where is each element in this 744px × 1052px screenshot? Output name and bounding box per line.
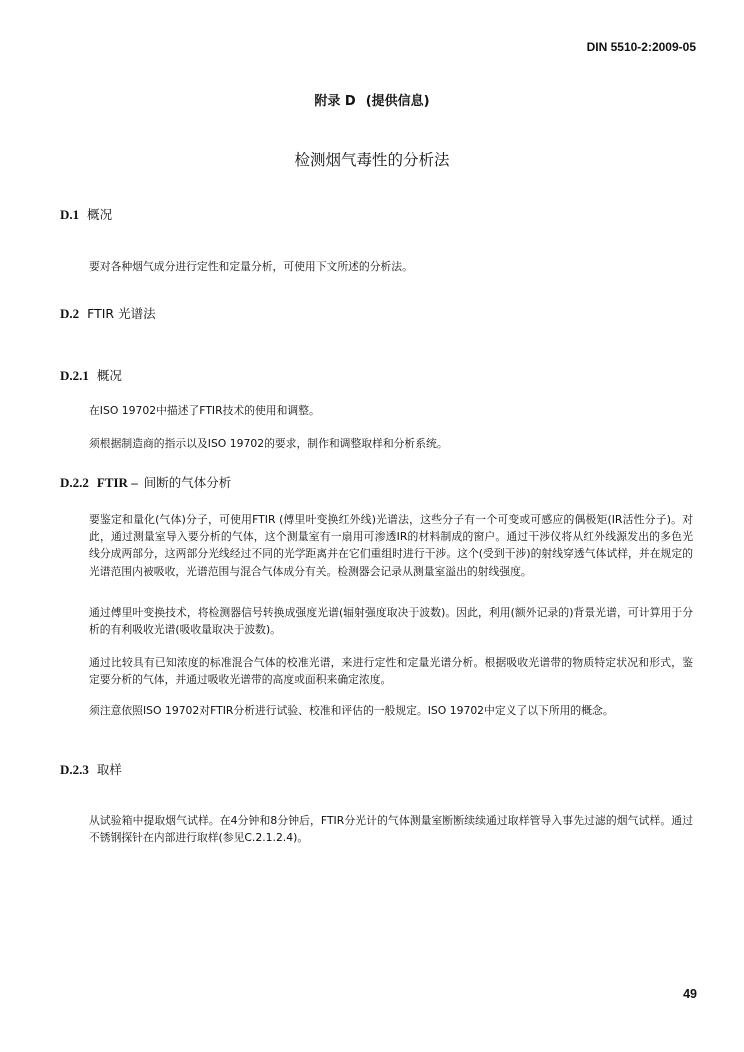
document-id: DIN 5510-2:2009-05	[586, 40, 696, 54]
annex-label: 附录 D	[314, 94, 356, 109]
section-title: 取样	[96, 762, 122, 777]
section-heading-d22	[60, 473, 231, 491]
paragraph: 须根据制造商的指示以及ISO 19702的要求，制作和调整取样和分析系统。	[89, 437, 448, 450]
section-number: D.2.1	[60, 368, 89, 383]
section-title: FTIR 光谱法	[87, 306, 156, 321]
section-number: D.2.2	[60, 475, 89, 490]
paragraph: 通过比较具有已知浓度的标准混合气体的校准光谱，来进行定性和定量光谱分析。根据吸收光谱带的物质特定状况和形式，鉴定要分析的气体，并通过吸收光谱带的高度或面积来确定浓度。	[89, 656, 693, 687]
annex-title	[0, 90, 744, 109]
section-title-prefix: FTIR –	[96, 475, 138, 490]
section-number: D.1	[60, 207, 80, 222]
section-title: 概况	[87, 207, 113, 222]
section-heading-d23	[60, 760, 122, 778]
section-title: 概况	[96, 368, 122, 383]
section-heading-d2	[60, 304, 156, 322]
section-title: 间断的气体分析	[143, 475, 232, 490]
section-heading-d21	[60, 366, 122, 384]
page-number: 49	[683, 987, 697, 1001]
section-number: D.2.3	[60, 762, 89, 777]
section-number: D.2	[60, 306, 80, 321]
annex-info: (提供信息)	[365, 94, 430, 109]
page-title: 检测烟气毒性的分析法	[294, 151, 450, 169]
paragraph: 通过傅里叶变换技术，将检测器信号转换成强度光谱(辐射强度取决于波数)。因此，利用(额外记录的)背景光谱，可计算用于分析的有利吸收光谱(吸收量取决于波数)。	[89, 606, 693, 637]
paragraph: 须注意依照ISO 19702对FTIR分析进行试验、校准和评估的一般规定。ISO 19702中定义了以下所用的概念。	[89, 704, 614, 717]
section-heading-d1	[60, 205, 112, 223]
paragraph: 从试验箱中提取烟气试样。在4分钟和8分钟后，FTIR分光计的气体测量室断断续续通过取样管导入事先过滤的烟气试样。通过不锈钢探针在内部进行取样(参见C.2.1.2.4)。	[89, 814, 693, 845]
paragraph: 在ISO 19702中描述了FTIR技术的使用和调整。	[89, 404, 320, 417]
paragraph: 要对各种烟气成分进行定性和定量分析，可使用下文所述的分析法。	[89, 260, 413, 273]
paragraph: 要鉴定和量化(气体)分子，可使用FTIR (傅里叶变换红外线)光谱法，这些分子有一个可变或可感应的偶极矩(IR活性分子)。对此，通过测量室导入要分析的气体，这个测量室有一扇用可渗透IR的材料制成的窗户。通过干涉仪将从红外线源发出的多色光线分成两部分，这两部分光线经过不同的光学距离并在它们重组时进行干涉。这个(受到干涉)的射线穿透气体试样，并在规定的光谱范围内被吸收，光谱范围与混合气体成分有关。检测器会记录从测量室溢出的射线强度。	[89, 513, 693, 578]
